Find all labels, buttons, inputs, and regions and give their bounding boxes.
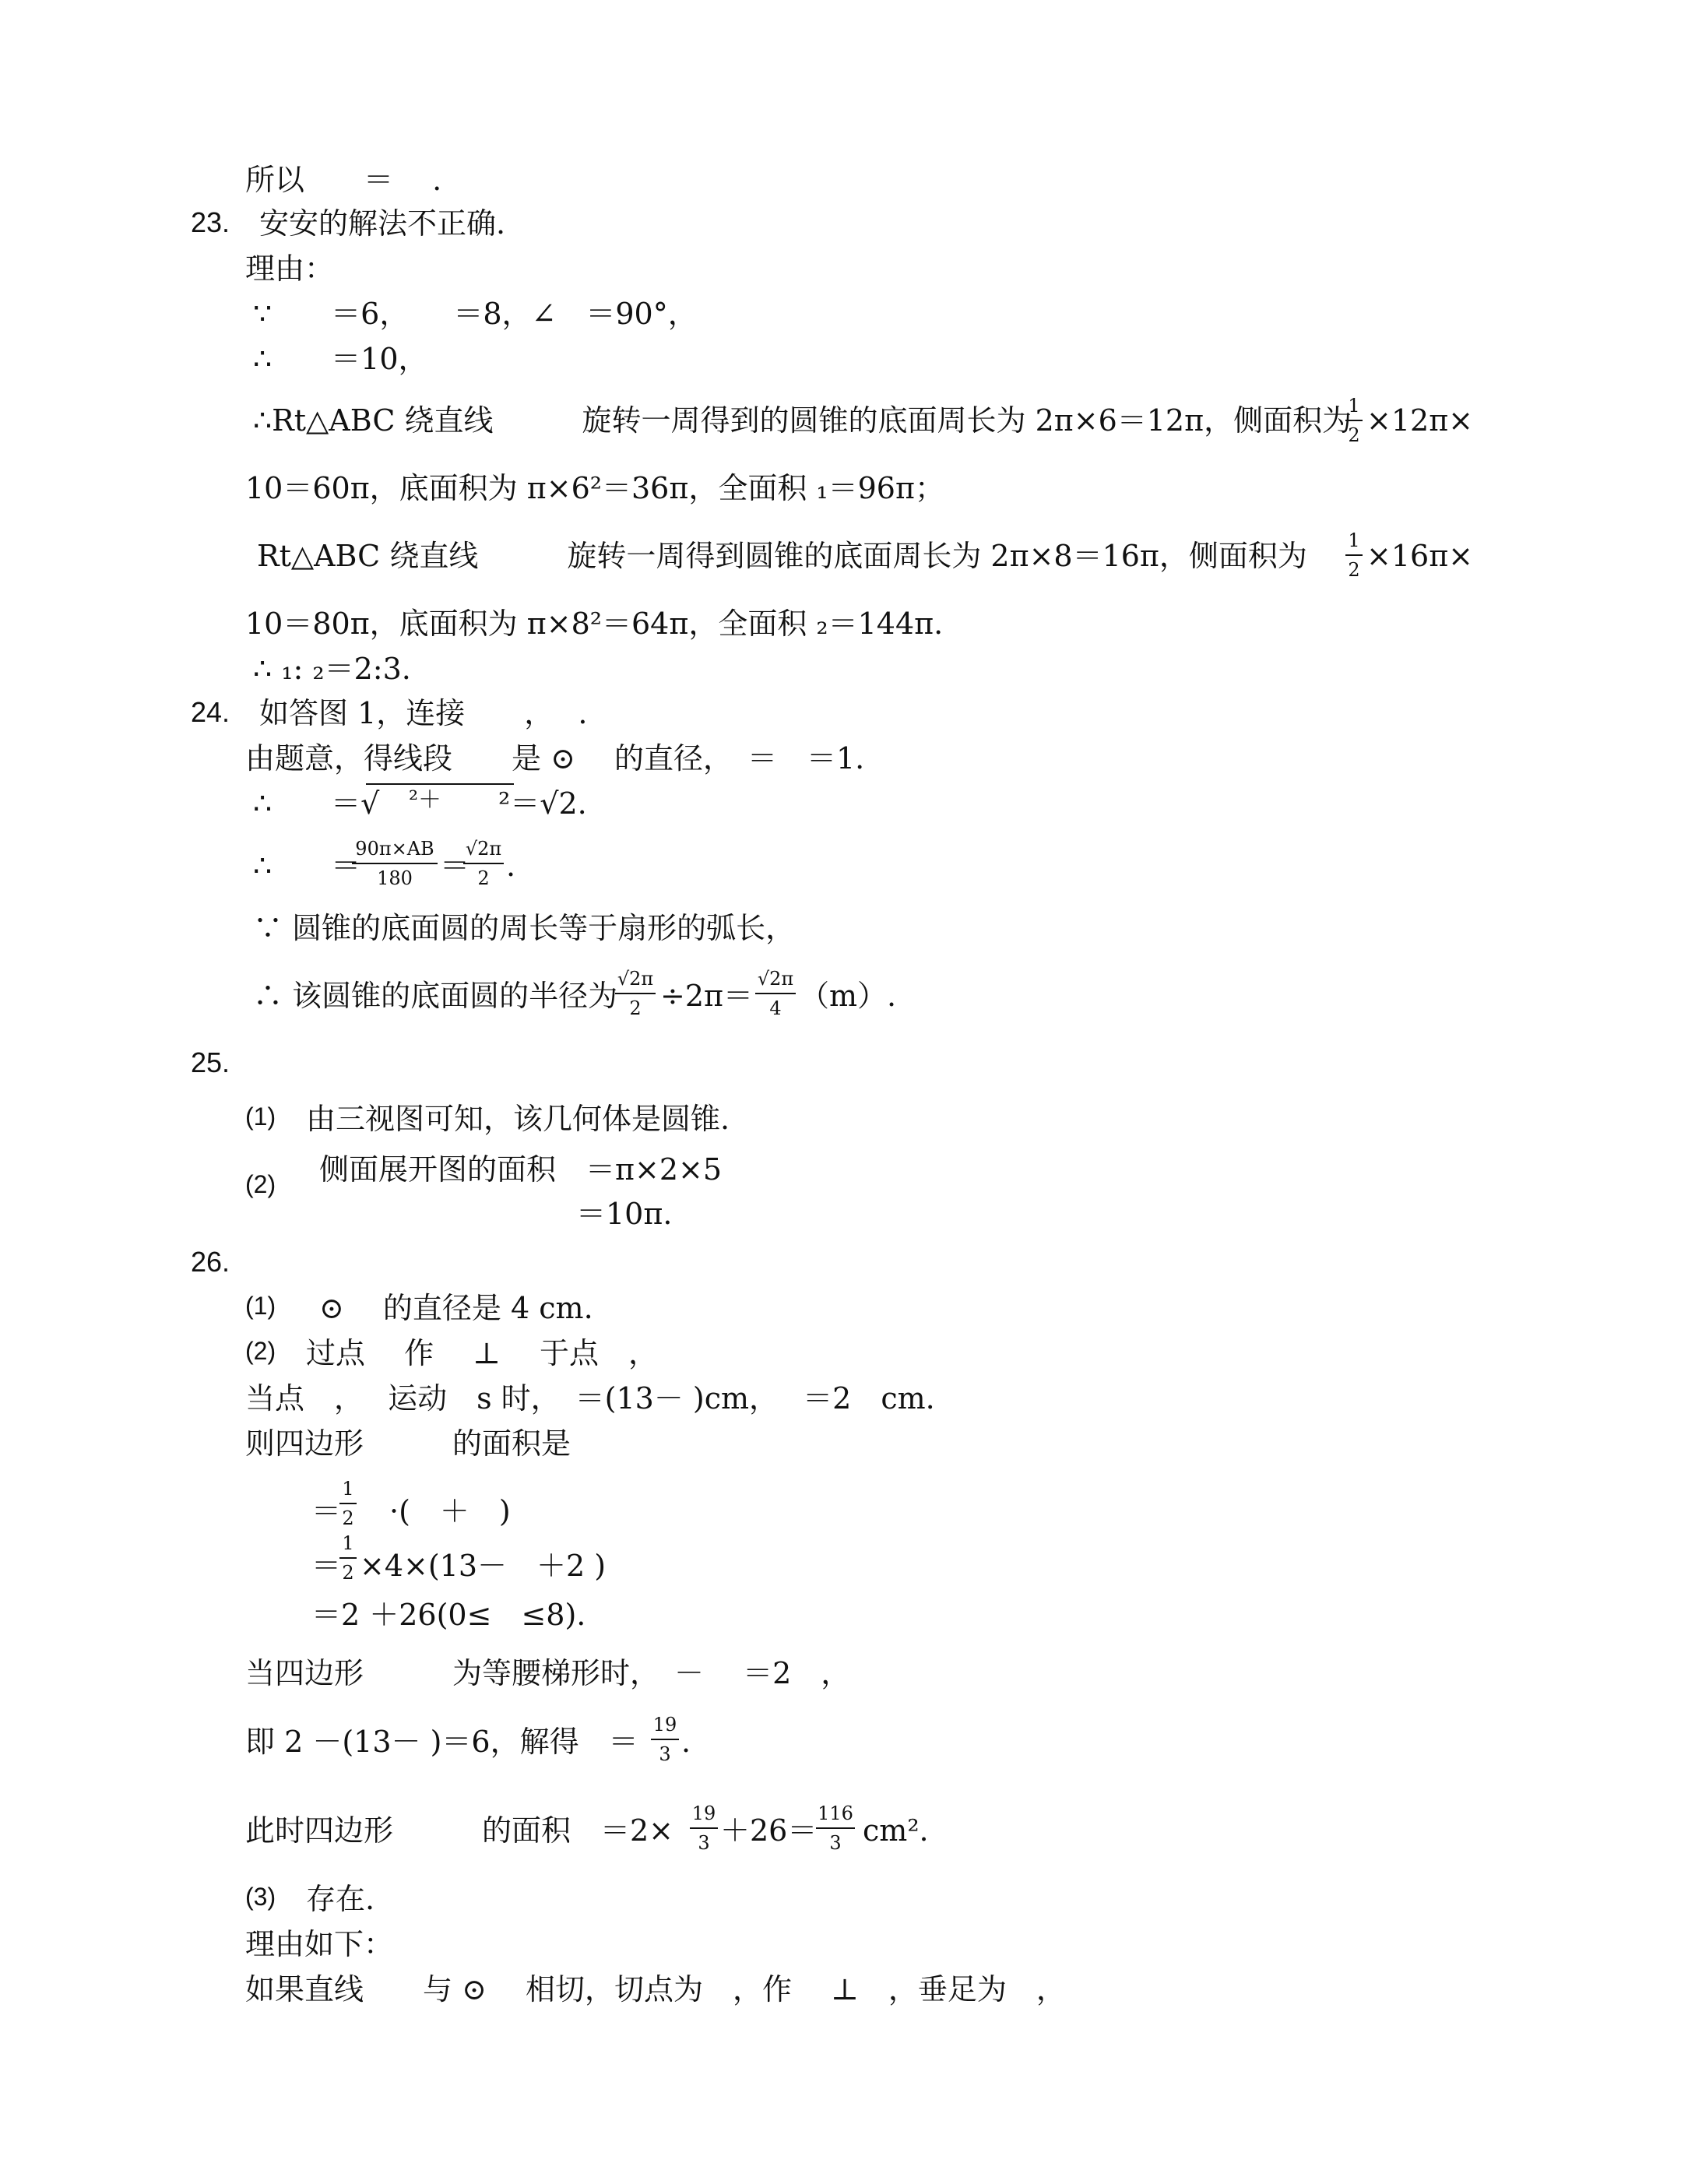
fraction xyxy=(463,839,504,888)
fraction xyxy=(339,1534,357,1582)
fraction xyxy=(615,969,656,1018)
text-line: 理由如下： xyxy=(245,1927,394,1961)
fraction xyxy=(1345,531,1363,579)
question-number-23: 23. xyxy=(191,206,230,238)
fraction-numerator: 19 xyxy=(691,1802,716,1824)
text-line: ²＋ xyxy=(409,786,442,814)
text-line: （m）. xyxy=(800,979,897,1013)
question-number-26: 26. xyxy=(191,1246,230,1278)
text-line: ＝10π. xyxy=(576,1197,673,1231)
fraction xyxy=(755,969,796,1018)
text-line: ＝ xyxy=(311,1549,342,1583)
fraction-denominator: 2 xyxy=(1348,559,1360,581)
text-line: ∴ 该圆锥的底面圆的半径为 xyxy=(253,979,618,1013)
fraction xyxy=(690,1804,718,1852)
text-line: ∴Rt△ABC 绕直线 旋转一周得到的圆锥的底面周长为 2π×6＝12π，侧面积为 xyxy=(253,403,1352,438)
fraction-denominator: 4 xyxy=(769,997,782,1019)
fraction-numerator: 1 xyxy=(342,1478,354,1500)
text-line: 如果直线 与 ⊙ 相切，切点为 ，作 ⊥ ，垂足为 ， xyxy=(245,1972,1066,2006)
fraction-numerator: √2π xyxy=(465,838,502,860)
text-line: 此时四边形 的面积 ＝2× xyxy=(245,1813,674,1848)
text-line: Rt△ABC 绕直线 旋转一周得到圆锥的底面周长为 2π×8＝16π，侧面积为 xyxy=(257,539,1307,573)
sub-question-label: (1) xyxy=(245,1103,276,1131)
fraction xyxy=(651,1715,679,1764)
fraction-numerator: 19 xyxy=(652,1714,677,1736)
fraction-numerator: 90π×AB xyxy=(355,838,434,860)
text-line: 安安的解法不正确. xyxy=(259,206,506,241)
text-line: ÷2π＝ xyxy=(660,979,753,1013)
fraction-denominator: 180 xyxy=(377,867,413,889)
text-line: ＝ xyxy=(311,1494,342,1528)
fraction-denominator: 2 xyxy=(1348,424,1360,446)
text-line: cm². xyxy=(863,1813,929,1848)
text-line: 理由： xyxy=(245,251,335,286)
fraction-numerator: 1 xyxy=(1348,529,1360,551)
question-number-25: 25. xyxy=(191,1046,230,1078)
text-line: 如答图 1，连接 ， . xyxy=(259,696,588,730)
sub-question-label: (3) xyxy=(245,1883,276,1911)
text-line: . xyxy=(681,1725,691,1759)
fraction-denominator: 3 xyxy=(659,1743,671,1765)
fraction xyxy=(1345,396,1363,445)
text-line: ∴ ＝10， xyxy=(253,342,428,376)
text-line: 即 2 －(13－ )＝6，解得 ＝ xyxy=(245,1725,638,1759)
text-line: 所以 ＝ . xyxy=(245,163,442,197)
text-line: . xyxy=(506,849,516,883)
text-line: ＝2 ＋26(0≤ ≤8). xyxy=(311,1598,586,1632)
text-line: ∵ 圆锥的底面圆的周长等于扇形的弧长， xyxy=(253,911,796,945)
text-line: ²＝√2. xyxy=(498,786,587,821)
text-line: ∴ ₁: ₂＝2:3. xyxy=(253,652,411,686)
fraction-denominator: 3 xyxy=(829,1832,842,1854)
sub-question-label: (1) xyxy=(245,1292,276,1320)
radical-bar xyxy=(366,783,514,785)
fraction xyxy=(352,839,438,888)
fraction-denominator: 2 xyxy=(342,1562,354,1584)
text-line: 当四边形 为等腰梯形时， － ＝2 ， xyxy=(245,1656,851,1690)
fraction-numerator: 1 xyxy=(1348,395,1360,417)
fraction-numerator: 1 xyxy=(342,1532,354,1554)
text-line: 存在. xyxy=(306,1882,375,1916)
fraction-numerator: 116 xyxy=(818,1802,853,1824)
text-line: ＝ xyxy=(440,849,470,883)
text-line: ∵ ＝6， ＝8，∠ ＝90°， xyxy=(253,297,698,331)
fraction-numerator: √2π xyxy=(617,968,654,990)
text-line: 过点 作 ⊥ 于点 ， xyxy=(306,1336,658,1370)
question-number-24: 24. xyxy=(191,696,230,728)
fraction-denominator: 3 xyxy=(698,1832,710,1854)
text-line: ×4×(13－ ＋2 ) xyxy=(360,1549,607,1583)
text-line: ⊙ 的直径是 4 cm. xyxy=(319,1291,593,1325)
fraction xyxy=(339,1479,357,1528)
fraction-denominator: 2 xyxy=(342,1507,354,1529)
sub-question-label: (2) xyxy=(245,1170,276,1198)
text-line: 侧面展开图的面积 ＝π×2×5 xyxy=(319,1152,723,1187)
sub-question-label: (2) xyxy=(245,1337,276,1365)
text-line: 10＝60π，底面积为 π×6²＝36π，全面积 ₁＝96π； xyxy=(245,471,944,505)
fraction-denominator: 2 xyxy=(629,997,642,1019)
text-line: ·( ＋ ) xyxy=(360,1494,511,1528)
fraction xyxy=(816,1804,855,1852)
text-line: 当点 ， 运动 s 时， ＝(13－ )cm， ＝2 cm. xyxy=(245,1381,935,1416)
text-line: ∴ ＝ xyxy=(253,849,361,883)
text-line: 由三视图可知，该几何体是圆锥. xyxy=(306,1102,730,1136)
text-line: ∴ ＝√ xyxy=(253,786,380,821)
fraction-denominator: 2 xyxy=(477,867,490,889)
text-line: ×16π× xyxy=(1366,539,1474,573)
text-line: 由题意，得线段 是 ⊙ 的直径， ＝ ＝1. xyxy=(245,741,865,775)
text-line: ＋26＝ xyxy=(720,1813,818,1848)
text-line: ×12π× xyxy=(1366,403,1474,438)
fraction-numerator: √2π xyxy=(757,968,794,990)
text-line: 则四边形 的面积是 xyxy=(245,1426,571,1461)
text-line: 10＝80π，底面积为 π×8²＝64π，全面积 ₂＝144π. xyxy=(245,607,944,641)
